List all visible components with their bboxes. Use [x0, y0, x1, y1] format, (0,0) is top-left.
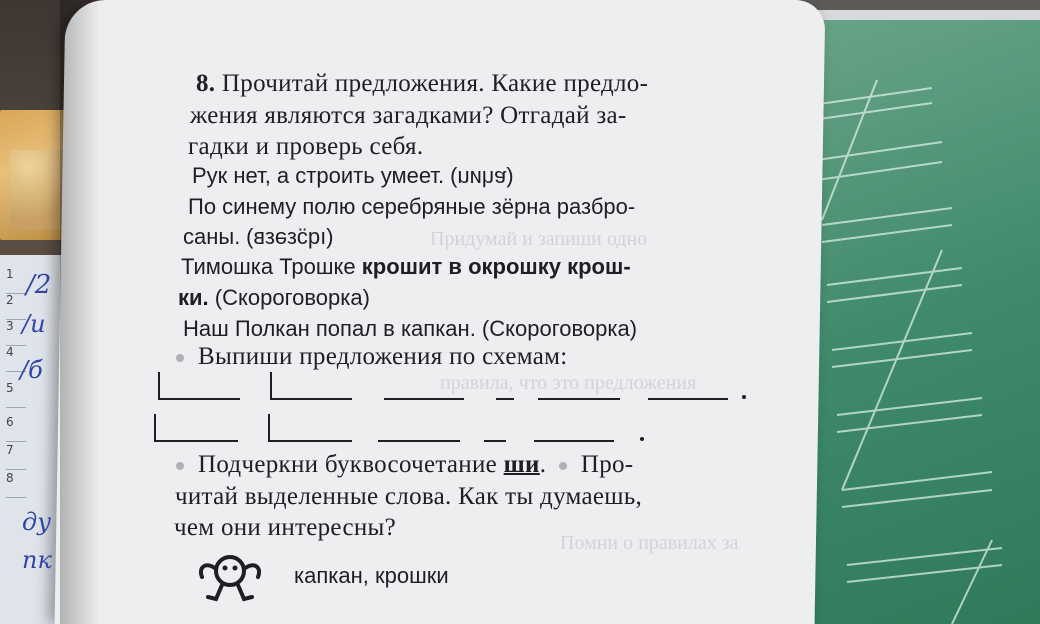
riddle-answer-upside: (ıqɔ̈εǝεʙ) [246, 224, 334, 249]
bullet-icon [176, 354, 184, 362]
handwriting: /б [20, 356, 43, 384]
tongue-twister-line-2: ки. (Скороговорка) [178, 285, 370, 310]
handwriting: ду [22, 508, 52, 536]
handwriting: /2 [26, 270, 52, 300]
handwriting: пк [22, 546, 52, 574]
schemes-task: Выпиши предложения по схемам: [176, 343, 567, 371]
notebook-row-number: 3 [6, 319, 26, 346]
letter-combination: ши [503, 451, 540, 478]
notebook-row-number: 6 [6, 415, 26, 442]
tongue-twister-2: Наш Полкан попал в капкан. (Скороговорка) [183, 316, 638, 341]
handwriting: /и [22, 310, 46, 338]
underline-task-line-3: чем они интересны? [174, 514, 397, 541]
notebook-row-number: 4 [6, 345, 26, 372]
notebook-row-number: 7 [6, 443, 26, 470]
bleed-through-text: Помни о правилах за [560, 532, 739, 554]
notebook-row-number: 5 [6, 381, 26, 408]
notebook-row-number: 1 [6, 267, 26, 294]
exercise-number: 8. [196, 70, 216, 97]
notebook-row-number: 8 [6, 471, 26, 498]
underline-task-line-2: читай выделенные слова. Как ты думаешь, [175, 483, 643, 510]
riddle-stars-line-1: По синему полю серебряные зёрна разбро- [188, 194, 636, 219]
mascot-icon [190, 543, 270, 607]
underline-task-line-1: Подчеркни буквосочетание ши. Про- [176, 451, 633, 479]
instruction-line-2: жения являются загадками? Отгадай за- [190, 102, 627, 129]
riddle-answer-upside: (ɐɥиu) [450, 163, 514, 188]
tongue-twister-line-1: Тимошка Трошке крошит в окрошку крош- [181, 254, 631, 279]
notebook-row-number: 2 [6, 293, 26, 320]
bold-words: крошит в окрошку крош- [361, 254, 631, 279]
bullet-icon [559, 462, 567, 470]
instruction-line-1: 8. Прочитай предложения. Какие предло- [196, 70, 649, 97]
riddle-hand: Рук нет, а строить умеет. (ɐɥиu) [192, 163, 514, 188]
bleed-through-text: правила, что это предложения [440, 372, 697, 394]
riddle-stars-line-2: саны. (ıqɔ̈εǝεʙ) [183, 224, 334, 249]
instruction-line-3: гадки и проверь себя. [188, 133, 424, 160]
bullet-icon [176, 462, 184, 470]
answer-words: капкан, крошки [294, 563, 449, 588]
bleed-through-text: Придумай и запиши одно [430, 228, 648, 250]
